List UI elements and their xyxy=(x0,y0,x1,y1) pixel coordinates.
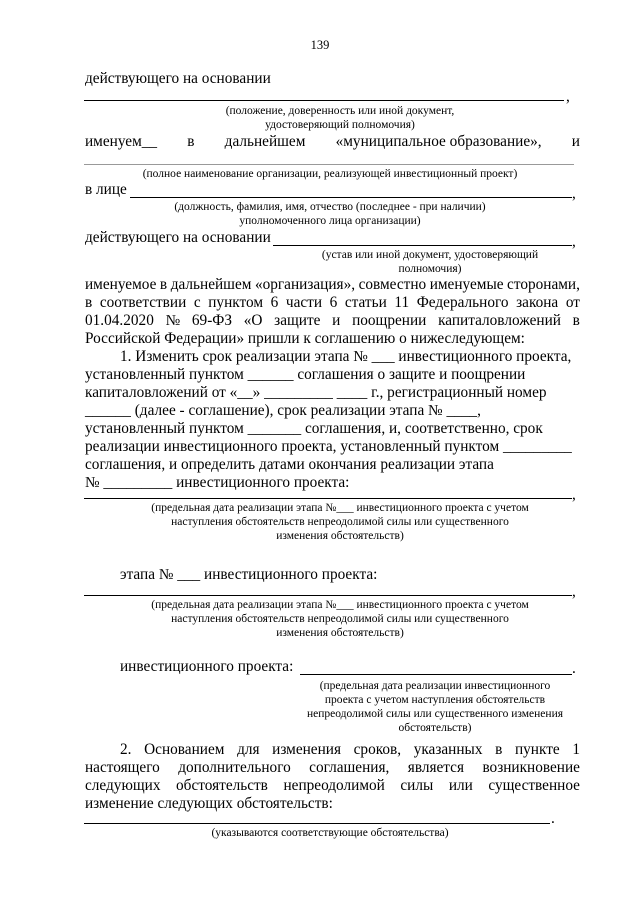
word: дополнительного xyxy=(178,759,291,776)
word: указанных xyxy=(413,741,483,758)
circumstances-field-line[interactable] xyxy=(84,823,550,824)
caption-project-line1: (предельная дата реализации инвестиционного xyxy=(319,680,551,692)
project-date-field-line[interactable] xyxy=(300,674,572,675)
item1-line: ______ (далее - соглашение), срок реализации этапа № ____, xyxy=(85,402,481,419)
word: пункте xyxy=(514,741,560,758)
caption-circumstances: (указываются соответствующие обстоятельства) xyxy=(211,827,449,839)
word: защите xyxy=(274,312,321,329)
word: в xyxy=(85,294,93,311)
caption-project-line2: проекта с учетом наступления обстоятельств xyxy=(324,694,546,706)
word: 11 xyxy=(394,294,410,311)
word: Основанием xyxy=(144,741,225,758)
word: Федерального xyxy=(416,294,509,311)
organization-field-line[interactable] xyxy=(84,164,574,165)
caption-stage2-line2: наступления обстоятельств непреодолимой силы или существенного xyxy=(171,613,509,625)
item1-line: установленный пунктом ______ соглашения о защите и поощрении xyxy=(85,366,526,383)
caption-stage1-line2: наступления обстоятельств непреодолимой силы или существенного xyxy=(171,516,509,528)
caption-stage2-line1: (предельная дата реализации этапа №___ инвестиционного проекта с учетом xyxy=(151,599,529,611)
stage1-date-field-line[interactable] xyxy=(84,498,572,499)
item2-line xyxy=(120,741,580,759)
word: части xyxy=(285,294,323,311)
word-further: дальнейшем xyxy=(224,133,306,150)
word: сторонами, xyxy=(507,276,580,293)
word: следующих xyxy=(85,777,161,794)
caption-charter-line1: (устав или иной документ, удостоверяющий xyxy=(321,249,539,261)
word: именуемое xyxy=(85,276,157,293)
word: статьи xyxy=(344,294,387,311)
word: совместно xyxy=(358,276,427,293)
word: «О xyxy=(243,312,263,329)
caption-charter-line2: полномочия) xyxy=(398,263,462,275)
caption-stage1-line3: изменения обстоятельств) xyxy=(276,530,404,542)
person-field-line[interactable] xyxy=(130,197,572,198)
caption-project-line4: обстоятельств) xyxy=(398,722,472,734)
item1-line: соглашения, и определить датами окончания реализации этапа xyxy=(85,456,494,473)
item1-line: 1. Изменить срок реализации этапа № ___ инвестиционного проекта, xyxy=(120,348,572,365)
comma: , xyxy=(572,583,576,600)
word: «организация», xyxy=(254,276,356,293)
word: для xyxy=(237,741,260,758)
item1-line: № _________ инвестиционного проекта: xyxy=(85,474,350,491)
comma: , xyxy=(566,88,570,105)
word: является xyxy=(407,759,464,776)
item2-line xyxy=(85,777,580,795)
in-person-label: в лице xyxy=(85,181,127,198)
project-label: инвестиционного проекта: xyxy=(120,658,294,675)
word: в xyxy=(495,741,503,758)
stage2-date-field-line[interactable] xyxy=(84,595,572,596)
page-number: 139 xyxy=(310,38,330,52)
word: существенное xyxy=(488,777,580,794)
word: обстоятельств xyxy=(176,777,268,794)
word: пунктом xyxy=(208,294,264,311)
word: непреодолимой xyxy=(283,777,385,794)
period: . xyxy=(572,660,576,677)
caption-organization: (полное наименование организации, реализующей инвестиционный проект) xyxy=(142,168,518,180)
comma: , xyxy=(572,486,576,503)
caption-person-line1: (должность, фамилия, имя, отчество (последнее - при наличии) xyxy=(174,201,486,213)
word: возникновение xyxy=(482,759,580,776)
word: 69-ФЗ xyxy=(191,312,233,329)
acting-basis2-label: действующего на основании xyxy=(85,229,271,246)
word: настоящего xyxy=(85,759,160,776)
para1-line: Российской Федерации» пришли к соглашению о нижеследующем: xyxy=(85,330,525,347)
acting-basis-label: действующего на основании xyxy=(85,70,271,87)
period: . xyxy=(551,810,555,827)
item2-line xyxy=(85,759,580,777)
word: 6 xyxy=(270,294,279,311)
para1-line xyxy=(85,276,580,294)
word: в xyxy=(572,312,580,329)
word: силы xyxy=(400,777,434,794)
caption-doc-line1: (положение, доверенность или иной документ, xyxy=(225,105,455,117)
word: 6 xyxy=(329,294,338,311)
word-and: и xyxy=(571,133,580,150)
word: закона xyxy=(516,294,559,311)
caption-stage1-line1: (предельная дата реализации этапа №___ инвестиционного проекта с учетом xyxy=(151,502,529,514)
word-municipality: «муниципальное образование», xyxy=(335,133,542,150)
word: или xyxy=(448,777,473,794)
word: капиталовложений xyxy=(438,312,561,329)
word: поощрении xyxy=(352,312,427,329)
word: № xyxy=(165,312,181,329)
para1-line xyxy=(85,294,580,312)
stage-label: этапа № ___ инвестиционного проекта: xyxy=(120,566,378,583)
para1-line xyxy=(85,312,580,330)
named-line xyxy=(85,133,580,151)
word-in: в xyxy=(187,133,195,150)
comma: , xyxy=(572,233,576,250)
word: соответствии xyxy=(99,294,187,311)
word: с xyxy=(193,294,201,311)
item1-line: установленный пунктом _______ соглашения, и, соответственно, срок xyxy=(85,420,543,437)
word: в xyxy=(159,276,168,293)
caption-stage2-line3: изменения обстоятельств) xyxy=(276,627,404,639)
word: сроков, xyxy=(353,741,402,758)
word: и xyxy=(332,312,341,329)
item2-line: изменение следующих обстоятельств: xyxy=(85,795,333,812)
word: именуемые xyxy=(429,276,504,293)
caption-person-line2: уполномоченного лица организации) xyxy=(239,215,421,227)
caption-project-line3: непреодолимой силы или существенного изменения xyxy=(306,708,564,720)
word: соглашения, xyxy=(309,759,390,776)
charter-field-line[interactable] xyxy=(273,245,572,246)
word: дальнейшем xyxy=(170,276,252,293)
word: 1 xyxy=(572,741,580,758)
caption-doc-line2: удостоверяющий полномочия) xyxy=(265,119,415,131)
word: изменения xyxy=(272,741,342,758)
item1-line: капиталовложений от «__» _________ ____ г., регистрационный номер xyxy=(85,384,547,401)
document-field-line[interactable] xyxy=(84,100,564,101)
item1-line: реализации инвестиционного проекта, установленный пунктом _________ xyxy=(85,438,572,455)
word-named: именуем__ xyxy=(85,133,158,150)
comma: , xyxy=(572,185,576,202)
word: 2. xyxy=(120,741,132,758)
word: от xyxy=(565,294,580,311)
word: 01.04.2020 xyxy=(85,312,154,329)
